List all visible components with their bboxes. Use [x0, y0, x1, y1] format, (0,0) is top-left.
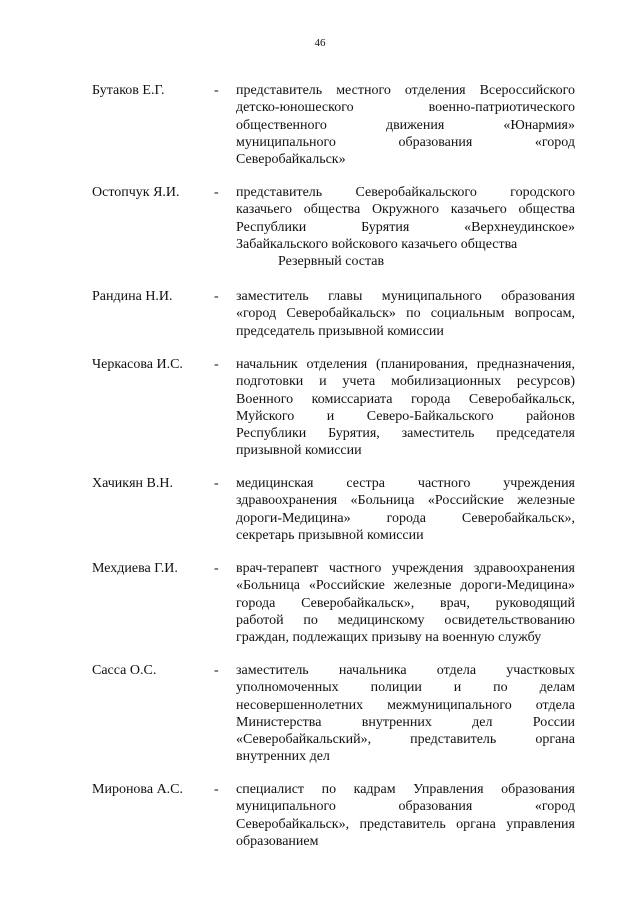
member-name: Сасса О.С.	[92, 663, 157, 678]
description-line: общественного движения «Юнармия»	[236, 117, 575, 133]
entry-dash: -	[214, 782, 219, 797]
member-description	[236, 662, 575, 766]
description-line: казачьего общества Окружного казачьего общества	[236, 202, 575, 218]
member-description	[236, 560, 575, 646]
entry-dash: -	[214, 357, 219, 372]
entry-dash: -	[214, 83, 219, 98]
entry-dash: -	[214, 185, 219, 200]
member-description	[236, 184, 575, 253]
page-number: 46	[314, 37, 326, 49]
description-line: «Больница «Российские железные дороги-Медицина»	[236, 578, 575, 594]
description-line: Забайкальского войскового казачьего общества	[236, 236, 518, 252]
description-line: Республики Бурятия, заместитель председателя	[236, 426, 575, 442]
description-line: медицинская сестра частного учреждения	[236, 476, 575, 491]
member-name: Мехдиева Г.И.	[92, 561, 178, 576]
member-name: Черкасова И.С.	[92, 357, 183, 372]
entry-dash: -	[214, 289, 219, 304]
description-line: Республики Бурятия «Верхнеудинское»	[236, 219, 575, 235]
member-description	[236, 781, 575, 850]
description-line: специалист по кадрам Управления образования	[236, 782, 575, 797]
description-line: представитель Северобайкальского городского	[236, 185, 575, 200]
member-name: Остопчук Я.И.	[92, 185, 180, 200]
member-name: Миронова А.С.	[92, 782, 184, 797]
member-description	[236, 475, 575, 544]
member-description	[236, 82, 575, 168]
description-line: Северобайкальск», представитель органа управления	[236, 816, 575, 832]
description-line: Северобайкальск»	[236, 152, 346, 168]
description-line: «Северобайкальский», представитель органа	[236, 732, 575, 748]
member-description	[236, 288, 575, 340]
description-line: представитель местного отделения Всероссийского	[236, 83, 575, 98]
entry-dash: -	[214, 561, 219, 576]
entry-dash: -	[214, 663, 219, 678]
description-line: дороги-Медицина» города Северобайкальск»,	[236, 510, 575, 526]
description-line: врач-терапевт частного учреждения здравоохранения	[236, 561, 575, 576]
description-line: заместитель главы муниципального образования	[236, 289, 575, 304]
member-name: Рандина Н.И.	[92, 289, 173, 304]
member-name: Хачикян В.Н.	[92, 476, 173, 491]
description-line: уполномоченных полиции и по делам	[236, 680, 575, 696]
description-line: подготовки и учета мобилизационных ресурсов)	[236, 374, 575, 390]
entry-dash: -	[214, 476, 219, 491]
description-line: муниципального образования «город	[236, 134, 575, 150]
description-line: призывной комиссии	[236, 443, 362, 459]
description-line: граждан, подлежащих призыву на военную службу	[236, 630, 542, 646]
description-line: несовершеннолетних межмуниципального отдела	[236, 697, 575, 713]
member-name: Бутаков Е.Г.	[92, 83, 165, 98]
description-line: заместитель начальника отдела участковых	[236, 663, 575, 678]
description-line: Военного комиссариата города Северобайкальск,	[236, 391, 575, 407]
description-line: Министерства внутренних дел России	[236, 714, 575, 730]
description-line: здравоохранения «Больница «Российские железные	[236, 493, 575, 509]
description-line: детско-юношеского военно-патриотического	[236, 100, 575, 116]
description-line: начальник отделения (планирования, предназначения,	[236, 357, 575, 372]
description-line: работой по медицинскому освидетельствованию	[236, 612, 575, 628]
description-line: секретарь призывной комиссии	[236, 527, 424, 543]
description-line: председатель призывной комиссии	[236, 323, 444, 339]
description-line: внутренних дел	[236, 749, 330, 765]
description-line: города Северобайкальск», врач, руководящий	[236, 595, 575, 611]
description-line: муниципального образования «город	[236, 799, 575, 815]
member-description	[236, 356, 575, 460]
reserve-composition-heading: Резервный состав	[278, 254, 385, 269]
description-line: «город Северобайкальск» по социальным вопросам,	[236, 306, 575, 322]
description-line: Муйского и Северо-Байкальского районов	[236, 408, 575, 424]
description-line: образованием	[236, 833, 319, 849]
